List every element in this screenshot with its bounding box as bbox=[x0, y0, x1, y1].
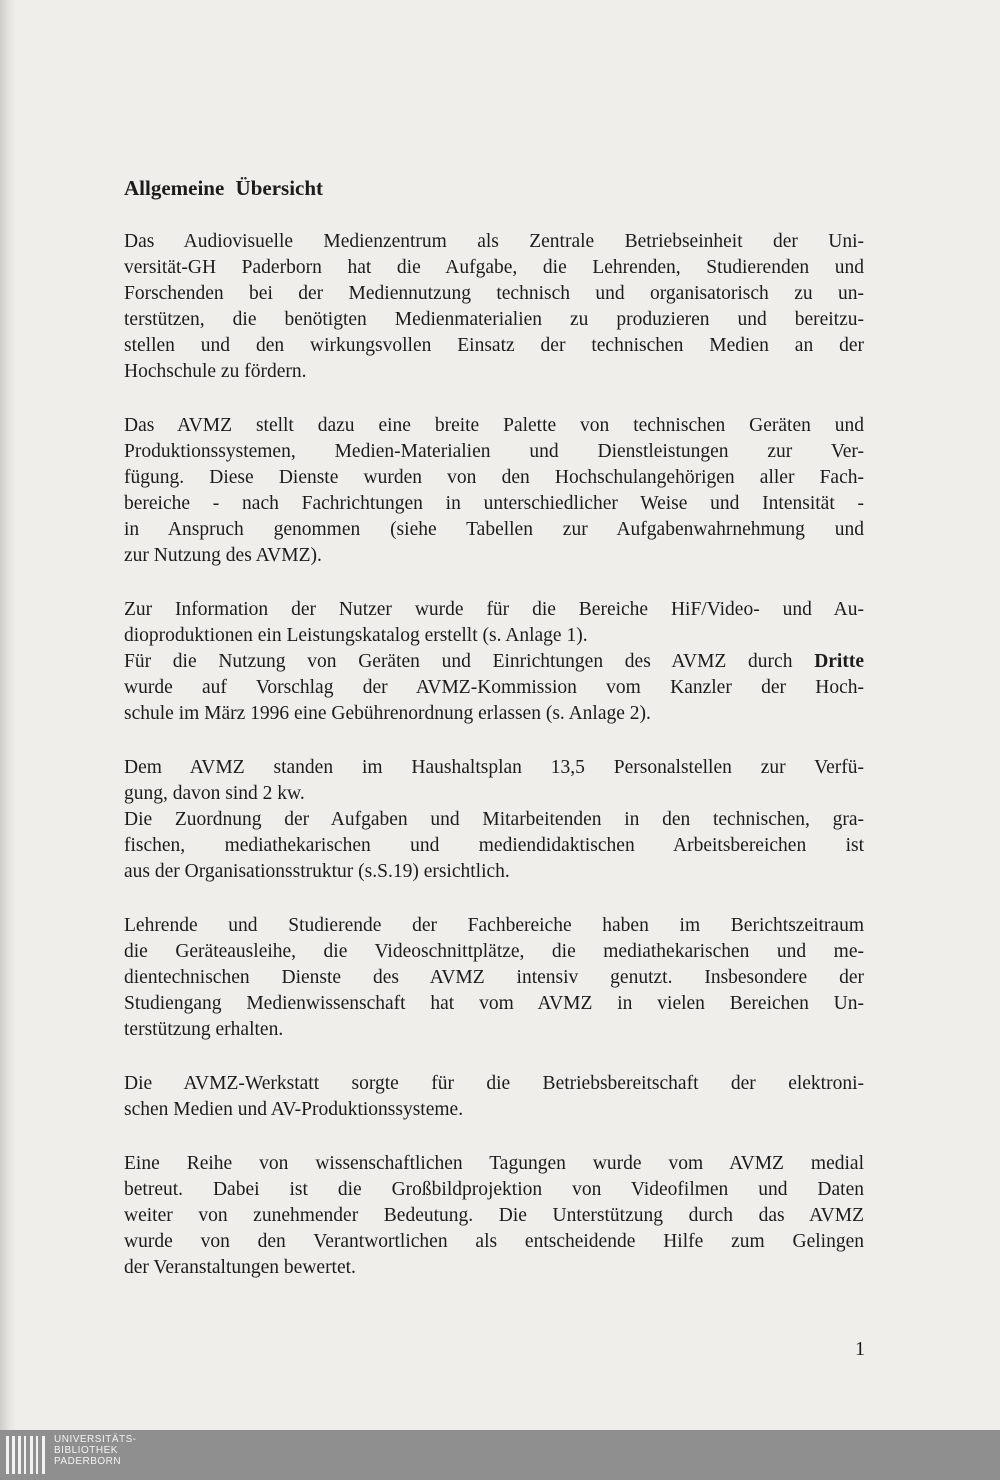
logo-line: BIBLIOTHEK bbox=[54, 1445, 118, 1456]
paragraph bbox=[124, 913, 864, 1043]
text-line: Lehrende und Studierende der Fachbereiche haben im Berichtszeitraum bbox=[124, 915, 864, 936]
library-logo-text bbox=[54, 1434, 137, 1467]
text-line: versität-GH Paderborn hat die Aufgabe, die Lehrenden, Studierenden und bbox=[124, 257, 864, 278]
text-line: Eine Reihe von wissenschaftlichen Tagungen wurde vom AVMZ medial bbox=[124, 1153, 864, 1174]
text-line: dientechnischen Dienste des AVMZ intensiv genutzt. Insbesondere der bbox=[124, 967, 864, 988]
text-line: Hochschule zu fördern. bbox=[124, 361, 307, 382]
text-line: in Anspruch genommen (siehe Tabellen zur Aufgabenwahrnehmung und bbox=[124, 519, 864, 540]
page-number: 1 bbox=[855, 1338, 865, 1360]
text-line: schen Medien und AV-Produktionssysteme. bbox=[124, 1099, 464, 1120]
text-line: Die AVMZ-Werkstatt sorgte für die Betriebsbereitschaft der elektroni- bbox=[124, 1073, 864, 1094]
paragraph-list bbox=[124, 229, 864, 1281]
text-line: Forschenden bei der Mediennutzung technisch und organisatorisch zu un- bbox=[124, 283, 864, 304]
paragraph bbox=[124, 1071, 864, 1123]
text-line: der Veranstaltungen bewertet. bbox=[124, 1257, 356, 1278]
paragraph bbox=[124, 413, 864, 569]
binding-shadow bbox=[0, 0, 16, 1430]
text-line: Das Audiovisuelle Medienzentrum als Zentrale Betriebseinheit der Uni- bbox=[124, 231, 864, 252]
text-line: Das AVMZ stellt dazu eine breite Palette von technischen Geräten und bbox=[124, 415, 864, 436]
text-line: dioproduktionen ein Leistungskatalog erstellt (s. Anlage 1). bbox=[124, 625, 588, 646]
text-line: wurde auf Vorschlag der AVMZ-Kommission vom Kanzler der Hoch- bbox=[124, 677, 864, 698]
section-heading: Allgemeine Übersicht bbox=[124, 176, 324, 200]
library-footer-bar bbox=[0, 1430, 1000, 1480]
text-line: die Geräteausleihe, die Videoschnittplätze, die mediathekarischen und me- bbox=[124, 941, 864, 962]
text-line: Dem AVMZ standen im Haushaltsplan 13,5 Personalstellen zur Verfü- bbox=[124, 757, 864, 778]
paragraph bbox=[124, 229, 864, 385]
text-line: Zur Information der Nutzer wurde für die Bereiche HiF/Video- und Au- bbox=[124, 599, 864, 620]
paragraph bbox=[124, 755, 864, 885]
text-line: betreut. Dabei ist die Großbildprojektion von Videofilmen und Daten bbox=[124, 1179, 864, 1200]
logo-line: UNIVERSITÄTS- bbox=[54, 1434, 137, 1445]
text-line: terstützung erhalten. bbox=[124, 1019, 284, 1040]
text-line: weiter von zunehmender Bedeutung. Die Unterstützung durch das AVMZ bbox=[124, 1205, 864, 1226]
text-line: Die Zuordnung der Aufgaben und Mitarbeitenden in den technischen, gra- bbox=[124, 809, 864, 830]
text-line: schule im März 1996 eine Gebührenordnung erlassen (s. Anlage 2). bbox=[124, 703, 651, 724]
paragraph bbox=[124, 1151, 864, 1281]
text-line: gung, davon sind 2 kw. bbox=[124, 783, 305, 804]
paragraph bbox=[124, 597, 864, 727]
text-line: terstützen, die benötigten Medienmaterialien zu produzieren und bereitzu- bbox=[124, 309, 864, 330]
text-line: Für die Nutzung von Geräten und Einrichtungen des AVMZ durch Dritte bbox=[124, 651, 864, 672]
text-line: stellen und den wirkungsvollen Einsatz der technischen Medien an der bbox=[124, 335, 864, 356]
document-body bbox=[124, 176, 864, 1309]
text-line: Studiengang Medienwissenschaft hat vom AVMZ in vielen Bereichen Un- bbox=[124, 993, 864, 1014]
text-line: fischen, mediathekarischen und mediendidaktischen Arbeitsbereichen ist bbox=[124, 835, 864, 856]
library-barcode-icon bbox=[6, 1436, 46, 1474]
text-line: zur Nutzung des AVMZ). bbox=[124, 545, 322, 566]
logo-line: PADERBORN bbox=[54, 1456, 122, 1467]
text-line: aus der Organisationsstruktur (s.S.19) ersichtlich. bbox=[124, 861, 510, 882]
text-line: Produktionssystemen, Medien-Materialien und Dienstleistungen zur Ver- bbox=[124, 441, 864, 462]
text-line: fügung. Diese Dienste wurden von den Hochschulangehörigen aller Fach- bbox=[124, 467, 864, 488]
text-line: wurde von den Verantwortlichen als entscheidende Hilfe zum Gelingen bbox=[124, 1231, 864, 1252]
text-line: bereiche - nach Fachrichtungen in unterschiedlicher Weise und Intensität - bbox=[124, 493, 864, 514]
